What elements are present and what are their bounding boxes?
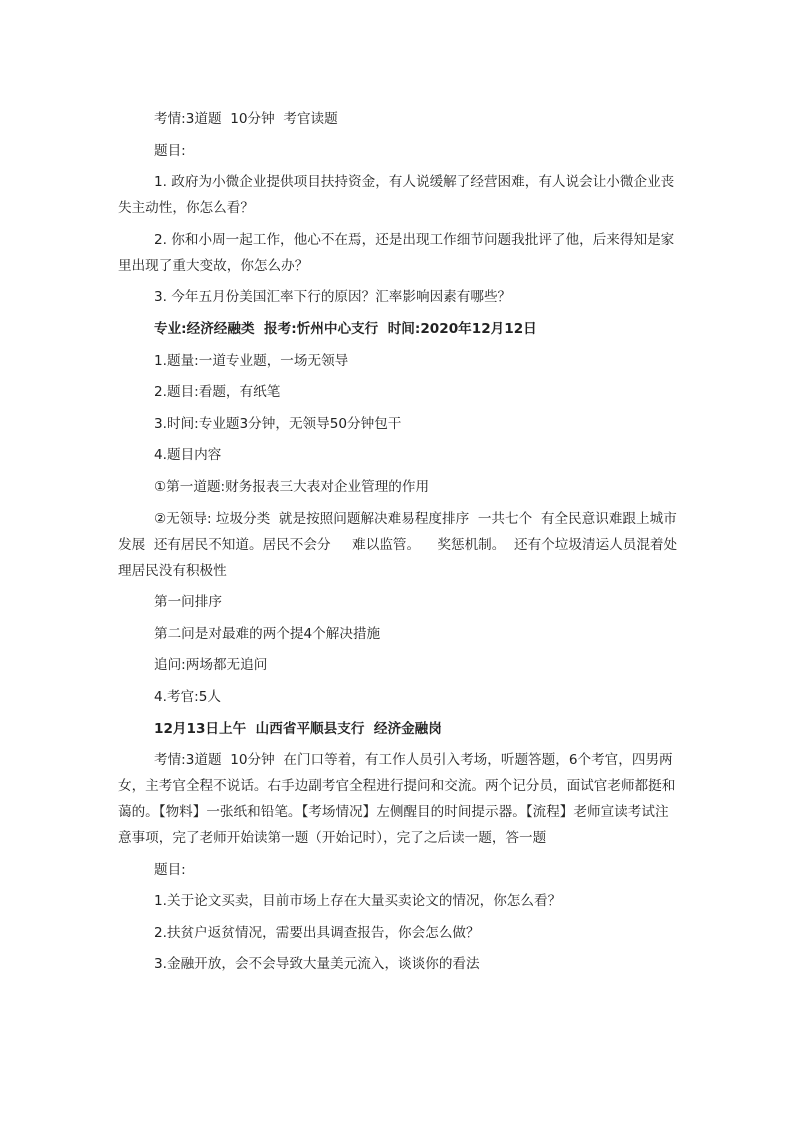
question-1-3: 3. 今年五月份美国汇率下行的原因？汇率影响因素有哪些？ xyxy=(154,289,512,306)
questions-heading-3: 题目: xyxy=(154,861,186,878)
item-quantity: 1.题量:一道专业题，一场无领导 xyxy=(154,352,349,369)
document-page xyxy=(118,106,678,983)
section-heading-3: 12月13日上午 山西省平顺县支行 经济金融岗 xyxy=(154,720,442,737)
exam-info-3: 考情:3道题 10分钟 在门口等着，有工作人员引入考场，听题答题，6个考官，四男两女，主考官全程不说话。右手边副考官全程进行提问和交流。两个记分员，面试官老师都挺和蔼的。【物料】一张纸和铅笔。【考场情况】左侧醒目的时间提示器。【流程】老师宣读考试注意事项，完了老师开始读第一题（开始记时），完了之后读一题，答一题 xyxy=(118,752,676,847)
item-time: 3.时间:专业题3分钟，无领导50分钟包干 xyxy=(154,415,402,432)
exam-info-1: 考情:3道题 10分钟 考官读题 xyxy=(154,111,338,127)
section-heading-2: 专业:经济经融类 报考:忻州中心支行 时间:2020年12月12日 xyxy=(154,320,537,337)
questions-heading-1: 题目: xyxy=(154,142,186,159)
item-content: 4.题目内容 xyxy=(154,447,222,464)
item-examiners: 4.考官:5人 xyxy=(154,688,221,705)
question-1-2: 2. 你和小周一起工作，他心不在焉，还是出现工作细节问题我批评了他，后来得知是家里出现了重大变故，你怎么办？ xyxy=(118,231,675,274)
content-question-1: ①第一道题:财务报表三大表对企业管理的作用 xyxy=(154,478,430,495)
follow-up: 追问:两场都无追问 xyxy=(154,657,268,674)
question-3-3: 3.金融开放，会不会导致大量美元流入，谈谈你的看法 xyxy=(154,956,480,973)
item-format: 2.题目:看题，有纸笔 xyxy=(154,384,281,401)
first-task: 第一问排序 xyxy=(154,594,222,611)
second-task: 第二问是对最难的两个提4个解决措施 xyxy=(154,625,381,642)
content-leaderless: ②无领导: 垃圾分类 就是按照问题解决难易程度排序 一共七个 有全民意识难跟上城市发展 还有居民不知道。居民不会分 难以监管。 奖惩机制。 还有个垃圾清运人员混着处理居民没有积极性 xyxy=(118,510,678,579)
question-1-1: 1. 政府为小微企业提供项目扶持资金，有人说缓解了经营困难，有人说会让小微企业丧失主动性，你怎么看？ xyxy=(118,174,675,217)
question-3-2: 2.扶贫户返贫情况，需要出具调查报告，你会怎么做？ xyxy=(154,924,480,941)
question-3-1: 1.关于论文买卖，目前市场上存在大量买卖论文的情况，你怎么看？ xyxy=(154,893,562,910)
